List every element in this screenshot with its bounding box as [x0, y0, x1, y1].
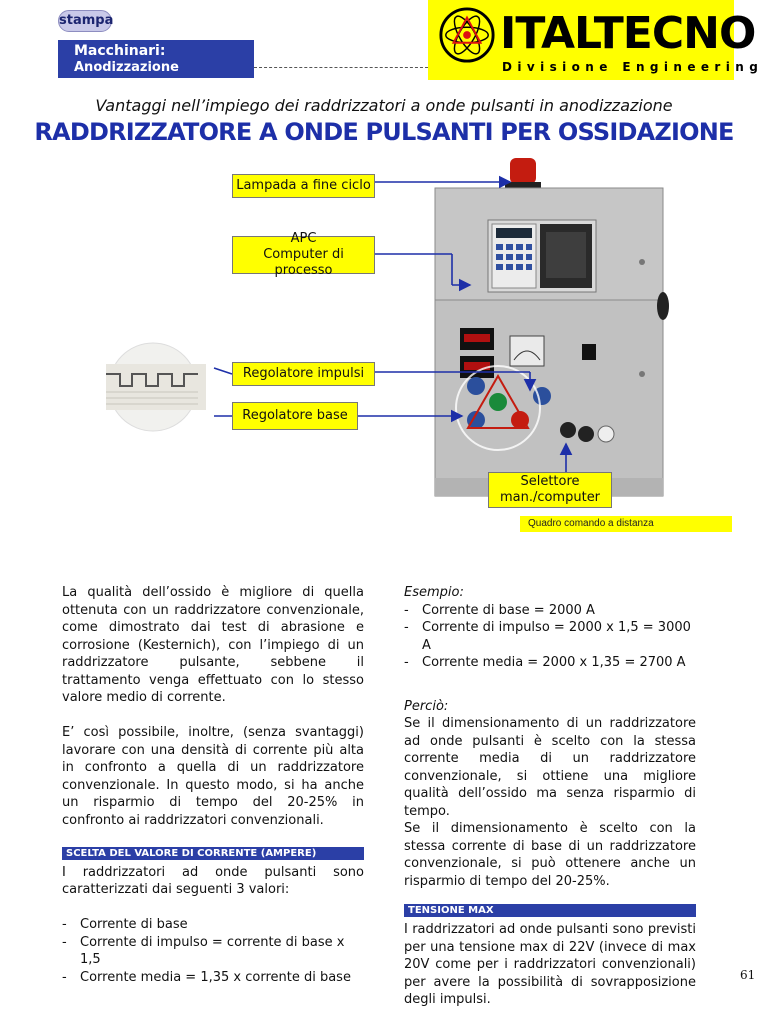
therefore-paragraph-1: Se il dimensionamento di un raddrizzatore ad onde pulsanti è scelto con la stessa corrente media di un raddrizzatore convenzionale, si ottiene una migliore qualità dell’ossido ma senza risparmio di tempo.	[404, 716, 696, 819]
callout-impulse-regulator: Regolatore impulsi	[232, 362, 375, 386]
page-title: RADDRIZZATORE A ONDE PULSANTI PER OSSIDAZIONE	[34, 118, 734, 146]
example-item: - Corrente media = 2000 x 1,35 = 2700 A	[404, 655, 686, 670]
callout-base-regulator: Regolatore base	[232, 402, 358, 430]
list-item: - Corrente media = 1,35 x corrente di base	[62, 969, 351, 985]
page-number: 61	[740, 968, 756, 982]
therefore-paragraph-2: Se il dimensionamento è scelto con la stessa corrente di base di un raddrizzatore convenzionale, si può ottenere anche un risparmio di tempo del 20-25%.	[404, 821, 696, 889]
section-current-value-intro: I raddrizzatori ad onde pulsanti sono caratterizzati dai seguenti 3 valori:	[62, 864, 364, 897]
category-box	[58, 40, 254, 78]
header-divider	[254, 67, 428, 68]
callout-selector	[488, 472, 612, 508]
example-label: Esempio:	[404, 585, 464, 600]
callout-apc-line2: Computer di processo	[263, 247, 344, 278]
atom-logo-icon	[438, 6, 496, 64]
pulse-waveform-image	[92, 342, 214, 432]
therefore-label: Perciò:	[404, 698, 449, 714]
logo-division: Divisione Engineering	[502, 60, 764, 74]
callout-apc-line1: APC	[290, 231, 317, 246]
section-max-voltage-title: TENSIONE MAX	[404, 904, 696, 917]
italtecno-logo	[428, 0, 764, 80]
category-subtitle: Anodizzazione	[74, 60, 179, 75]
callout-selector-line1: Selettore	[520, 474, 580, 489]
callout-lamp: Lampada a fine ciclo	[232, 174, 375, 198]
logo-wordmark: ITALTECNO	[500, 8, 756, 59]
left-column	[62, 584, 364, 986]
category-title: Macchinari:	[74, 43, 166, 59]
example-item: - Corrente di impulso = 2000 x 1,5 = 3000 A	[404, 620, 691, 653]
right-column	[404, 584, 696, 1026]
section-max-voltage-text: I raddrizzatori ad onde pulsanti sono previsti per una tensione max di 22V (invece di max 20V come per i raddrizzatori convenzionali) per avere la possibilità di sovrapposizione degli impulsi.	[404, 922, 696, 1007]
callout-selector-line2: man./computer	[499, 490, 601, 505]
paragraph-density: E’ così possibile, inoltre, (senza svantaggi) lavorare con una densità di corrente più alta in confronto a quella di un raddrizzatore convenzionale. In questo modo, si ha anche un risparmio di tempo del 20-25% in confronto ai raddrizzatori convenzionali.	[62, 725, 364, 828]
list-item: - Corrente di base	[62, 917, 188, 932]
paragraph-quality: La qualità dell’ossido è migliore di quella ottenuta con un raddrizzatore convenzionale, come dimostrato dai test di abrasione e corrosione (Kesternich), con l’impiego di un raddrizzatore pulsante, sebbene il trattamento venga effettuato con lo stesso valore medio di corrente.	[62, 585, 364, 705]
page-subtitle: Vantaggi nell’impiego dei raddrizzatori a onde pulsanti in anodizzazione	[95, 96, 673, 115]
section-current-value-title: SCELTA DEL VALORE DI CORRENTE (AMPERE)	[62, 847, 364, 860]
figure-caption: Quadro comando a distanza	[520, 516, 732, 532]
example-item: - Corrente di base = 2000 A	[404, 602, 595, 618]
control-cabinet-photo	[380, 158, 670, 500]
stampa-badge[interactable]: stampa	[58, 10, 112, 32]
callout-apc	[232, 231, 375, 278]
list-item: - Corrente di impulso = corrente di base x 1,5	[62, 934, 345, 967]
